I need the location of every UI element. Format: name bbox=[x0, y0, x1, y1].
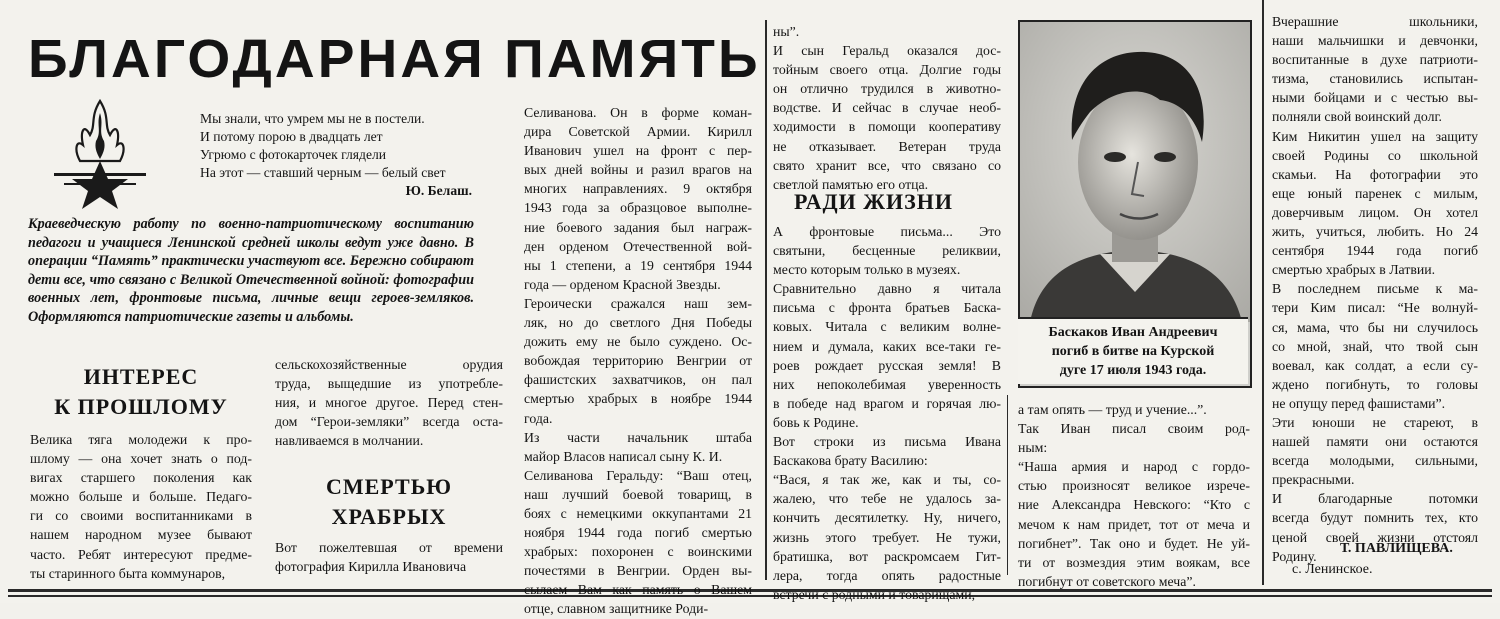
poem-line: Угрюмо с фотокарточек глядели bbox=[200, 147, 387, 162]
text-line: нашей памяти они остаются bbox=[1272, 434, 1478, 450]
text-line: труда, выщедшие из употребле- bbox=[275, 376, 503, 392]
text-line: майор Власов написал сыну К. И. bbox=[524, 448, 723, 464]
text-line: ти от возмездия этим воякам, все bbox=[1018, 554, 1250, 570]
text-line: навливаемся в молчании. bbox=[275, 433, 424, 449]
text-line: можно больше и больше. Педаго- bbox=[30, 489, 252, 505]
heading-interest bbox=[30, 362, 252, 422]
text-line: кончить десятилетку. Ну, ничего, bbox=[773, 510, 1001, 526]
text-line: ковых. Читала с великим волне- bbox=[773, 319, 1001, 335]
text-line: братишка, вот раскромсаем Гит- bbox=[773, 548, 1001, 564]
text-line: “Наша армия и народ с гордо- bbox=[1018, 459, 1250, 475]
text-line: ляк, но до светлого Дня Победы bbox=[524, 315, 752, 331]
text-line: ния, и многое другое. Перед стен- bbox=[275, 395, 503, 411]
article-title: БЛАГОДАРНАЯ ПАМЯТЬ bbox=[28, 29, 761, 89]
text-line: со мной, знай, что твой сын bbox=[1272, 338, 1478, 354]
column-rule bbox=[1262, 0, 1264, 585]
text-line: Эти юноши не стареют, в bbox=[1272, 414, 1478, 430]
text-line: Вот пожелтевшая от времени bbox=[275, 540, 503, 555]
article-lead: Краеведческую работу по военно-патриотическому воспитанию педагоги и учащиеся Ленинской средней школы ведут уже давно. В операции “Память” практически участвуют все. Бережно собирают дети все, что связано с Великой Отечественной войной: фотографии военных лет, фронтовые письма, личные вещи героев-земляков. Оформляются патриотические газеты и альбомы. bbox=[28, 216, 474, 325]
text-line: ными бойцами и с честью вы- bbox=[1272, 90, 1478, 106]
text-line: Селиванова Геральду: “Ваш отец, bbox=[524, 467, 752, 483]
text-line: ние боевого задания был награж- bbox=[524, 219, 752, 235]
text-line: ходимости в помощи кооперативу bbox=[773, 119, 1001, 135]
text-line: доверчивым лицом. Он хотел bbox=[1272, 204, 1478, 220]
text-line: ценой своей жизни отстоял bbox=[1272, 529, 1478, 545]
heading-line: ХРАБРЫХ bbox=[331, 504, 447, 529]
text-line: погибнет”. Так оно и будет. Не уй- bbox=[1018, 535, 1250, 551]
text-line: мечом к нам придет, тот от меча и bbox=[1018, 516, 1250, 532]
poem-line: И потому порою в двадцать лет bbox=[200, 129, 383, 144]
caption-line: Баскаков Иван Андреевич bbox=[1048, 325, 1218, 340]
portrait-image bbox=[1020, 22, 1250, 322]
text-column-4-top bbox=[773, 22, 1001, 194]
text-line: воспитанные в духе патриоти- bbox=[1272, 52, 1478, 68]
text-line: лера, тогда опять радостные bbox=[773, 567, 1001, 583]
text-line: он отлично трудился в животно- bbox=[773, 81, 1001, 97]
text-line: жалею, что тебе не удалось за- bbox=[773, 491, 1001, 507]
text-line: Селиванова. Он в форме коман- bbox=[524, 105, 752, 120]
text-line: сентября 1944 года погиб bbox=[1272, 243, 1478, 259]
text-line: Сравнительно давно я читала bbox=[773, 281, 1001, 297]
text-line: дожить ему не было суждено. Ос- bbox=[524, 334, 752, 350]
text-line: скамьи. На фотографии это bbox=[1272, 166, 1478, 182]
author-signature: Т. ПАВЛИЩЕВА. bbox=[1340, 541, 1453, 556]
text-line: фашистских захватчиков, он пал bbox=[524, 372, 752, 388]
text-line: дом “Герои-земляки” всегда оста- bbox=[275, 414, 503, 430]
text-line: ным: bbox=[1018, 440, 1048, 456]
poem-line: На этот — ставший черным — белый свет bbox=[200, 165, 446, 180]
text-line: Баскакова брату Василию: bbox=[773, 453, 928, 469]
author-place: с. Ленинское. bbox=[1292, 562, 1373, 577]
text-column-2-bottom bbox=[275, 538, 503, 576]
text-line: года — орденом Красной Звезды. bbox=[524, 276, 721, 292]
caption-line: погиб в битве на Курской bbox=[1051, 344, 1215, 359]
text-line: встречи с родными и товарищами, bbox=[773, 586, 976, 602]
text-line: Вот строки из письма Ивана bbox=[773, 434, 1001, 450]
text-line: дира Советской Армии. Кирилл bbox=[524, 124, 752, 140]
text-line: И благодарные потомки bbox=[1272, 491, 1478, 507]
text-line: почестями в Венгрии. Орден вы- bbox=[524, 563, 752, 579]
text-line: ты старинного быта коммунаров, bbox=[30, 565, 226, 581]
text-line: ги со своими воспитанниками в bbox=[30, 508, 252, 524]
text-line: ден орденом Отечественной вой- bbox=[524, 238, 752, 254]
text-line: прекрасными. bbox=[1272, 472, 1355, 488]
heading-brave bbox=[278, 472, 500, 532]
text-line: водстве. И сейчас в случае необ- bbox=[773, 100, 1001, 116]
text-line: ждено погибнуть, то головы bbox=[1272, 376, 1478, 392]
text-line: бовь к Родине. bbox=[773, 414, 859, 430]
text-line: тизма, становились испытан- bbox=[1272, 71, 1478, 87]
text-line: а там опять — труд и учение...”. bbox=[1018, 402, 1207, 417]
text-line: часто. Ребят интересуют предме- bbox=[30, 546, 252, 562]
text-line: всегда молодыми, сильными, bbox=[1272, 453, 1478, 469]
text-line: смертью храбрых в Латвии. bbox=[1272, 262, 1436, 278]
text-line: жизнь этого требует. Не тужи, bbox=[773, 529, 1001, 545]
text-line: А фронтовые письма... Это bbox=[773, 224, 1001, 239]
text-line: Из части начальник штаба bbox=[524, 429, 752, 445]
column-rule bbox=[765, 20, 767, 580]
text-line: роев рождает русская земля! В bbox=[773, 357, 1001, 373]
text-line: нием и думала, каких все-таки ге- bbox=[773, 338, 1001, 354]
caption-line: дуге 17 июля 1943 года. bbox=[1059, 363, 1207, 378]
text-line: сельскохозяйственные орудия bbox=[275, 357, 503, 372]
text-line: вигах старшего поколения как bbox=[30, 470, 252, 486]
text-line: жить, учиться, любить. Но 24 bbox=[1272, 224, 1478, 240]
text-line: полняли свой воинский долг. bbox=[1272, 109, 1443, 125]
text-line: многих направлениях. 9 октября bbox=[524, 181, 752, 197]
heading-line: К ПРОШЛОМУ bbox=[54, 394, 228, 419]
text-line: своей Родины со школьной bbox=[1272, 147, 1478, 163]
text-line: И сын Геральд оказался дос- bbox=[773, 43, 1001, 59]
text-line: письма с фронта братьев Баска- bbox=[773, 300, 1001, 316]
photo-caption bbox=[1018, 317, 1248, 384]
text-line: всегда будут помнить тех, кто bbox=[1272, 510, 1478, 526]
text-line: Вчерашние школьники, bbox=[1272, 14, 1478, 29]
text-line: “Вася, я так же, как и ты, со- bbox=[773, 472, 1001, 488]
heading-line: РАДИ ЖИЗНИ bbox=[794, 189, 953, 214]
text-line: святыни, бесценные реликвии, bbox=[773, 243, 1001, 259]
text-line: Ким Никитин ушел на защиту bbox=[1272, 128, 1478, 144]
text-line: года. bbox=[524, 410, 553, 426]
eternal-flame-icon bbox=[50, 95, 150, 210]
text-line: светлой памятью его отца. bbox=[773, 176, 929, 192]
text-line: смертью храбрых в ноябре 1944 bbox=[524, 391, 752, 407]
text-column-3 bbox=[524, 103, 752, 619]
text-line: храбрых: похоронен с воинскими bbox=[524, 544, 752, 560]
text-line: Иванович ушел на фронт с пер- bbox=[524, 143, 752, 159]
text-line: тойным своего отца. Долгие годы bbox=[773, 62, 1001, 78]
text-line: стью произносят великое изрече- bbox=[1018, 478, 1250, 494]
text-line: ся, мама, что бы ни случилось bbox=[1272, 319, 1478, 335]
text-line: В последнем письме к ма- bbox=[1272, 281, 1478, 297]
text-line: боях с немецкими оккупантами 21 bbox=[524, 505, 752, 521]
text-line: фотография Кирилла Ивановича bbox=[275, 559, 467, 575]
text-line: сылаем Вам как память о Вашем bbox=[524, 582, 752, 598]
text-line: нашем народном музее бывают bbox=[30, 527, 252, 543]
text-line: них непоколебимая уверенность bbox=[773, 376, 1001, 392]
text-line: в победе над врагом и горячая лю- bbox=[773, 395, 1001, 411]
text-column-6 bbox=[1272, 12, 1478, 566]
text-line: не опущу перед фашистами”. bbox=[1272, 395, 1446, 411]
text-line: ние Александра Невского: “Кто с bbox=[1018, 497, 1250, 513]
poem-line: Мы знали, что умрем мы не в постели. bbox=[200, 111, 425, 126]
text-line: Героически сражался наш зем- bbox=[524, 295, 752, 311]
text-line: погибнут от советского меча”. bbox=[1018, 573, 1196, 589]
text-line: отце, славном защитнике Роди- bbox=[524, 601, 709, 617]
text-line: еще юный паренек с милым, bbox=[1272, 185, 1478, 201]
text-line: наш лучший боевой товарищ, в bbox=[524, 486, 752, 502]
column-rule bbox=[1007, 395, 1008, 575]
text-line: место которым только в музеях. bbox=[773, 262, 961, 278]
text-line: 1943 года за образцовое выполне- bbox=[524, 200, 752, 216]
text-line: шлому — она хочет знать о под- bbox=[30, 451, 252, 467]
text-line: не отказывает. Ветеран труда bbox=[773, 138, 1001, 154]
text-line: Родину. bbox=[1272, 548, 1317, 564]
text-line: ны 1 степени, а 19 сентября 1944 bbox=[524, 257, 752, 273]
text-line: ноября 1944 года погиб смертью bbox=[524, 525, 752, 541]
text-column-4-bottom bbox=[773, 222, 1001, 604]
text-line: воевал, как солдат, а если су- bbox=[1272, 357, 1478, 373]
text-column-5 bbox=[1018, 400, 1250, 591]
poem-author: Ю. Белаш. bbox=[405, 183, 472, 198]
text-line: Так Иван писал своим род- bbox=[1018, 421, 1250, 437]
text-line: вых дней войны и разил врагов на bbox=[524, 162, 752, 178]
text-line: наши мальчишки и девчонки, bbox=[1272, 33, 1478, 49]
text-line: ны”. bbox=[773, 24, 800, 39]
text-line: тери Ким писал: “Не волнуй- bbox=[1272, 300, 1478, 316]
text-line: вобождая территорию Венгрии от bbox=[524, 353, 752, 369]
text-column-1 bbox=[30, 430, 252, 583]
text-line: Велика тяга молодежи к про- bbox=[30, 432, 252, 447]
heading-line: ИНТЕРЕС bbox=[83, 364, 199, 389]
text-column-2-top bbox=[275, 355, 503, 450]
epigraph-poem bbox=[200, 110, 472, 200]
text-line: свято хранит все, что связано со bbox=[773, 157, 1001, 173]
heading-line: СМЕРТЬЮ bbox=[325, 474, 453, 499]
